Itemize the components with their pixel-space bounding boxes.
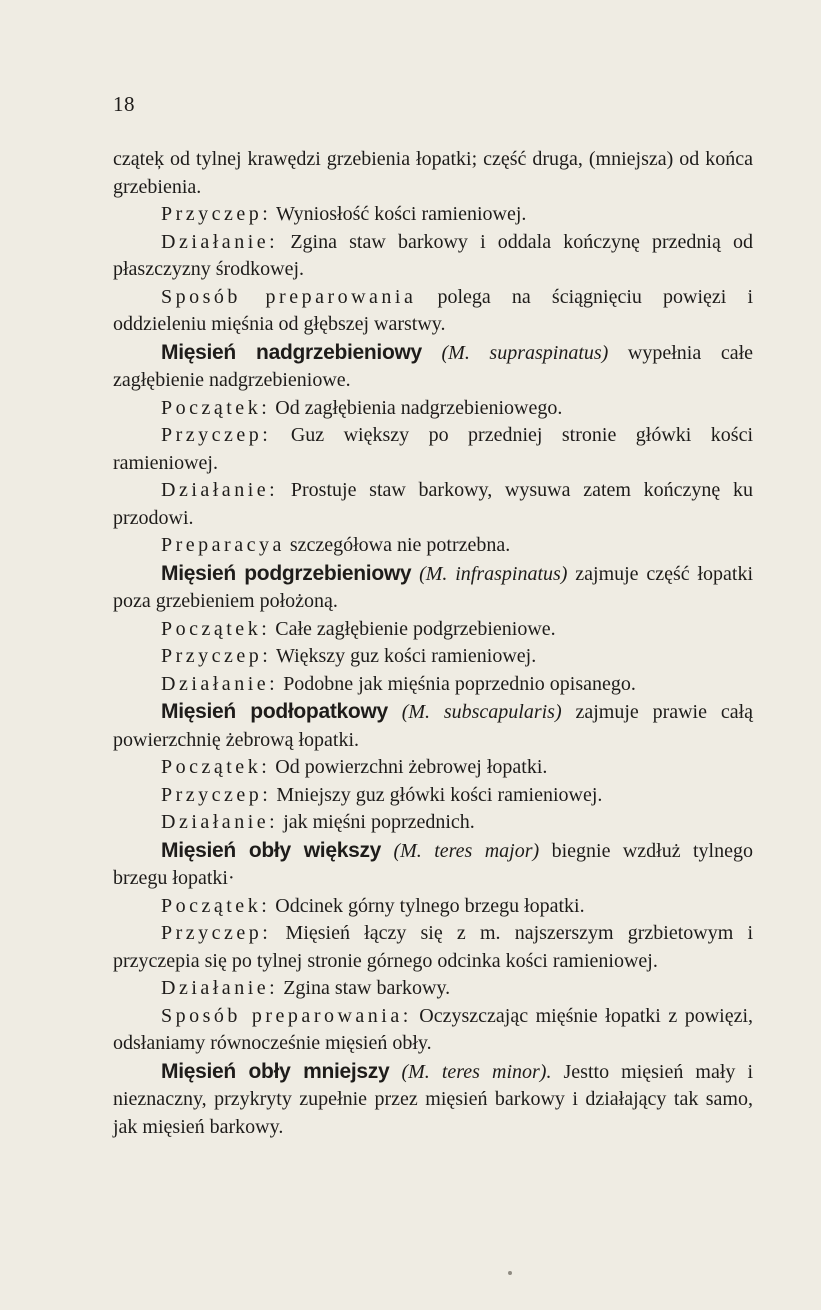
- page-number: 18: [113, 92, 135, 116]
- text-run: Podobne jak mięśnia poprzednio opisanego.: [278, 672, 636, 695]
- paragraph: [113, 616, 753, 644]
- text-run: Od zagłębienia nadgrzebieniowego.: [270, 396, 563, 419]
- print-speck: [508, 1271, 512, 1275]
- text-run: [411, 563, 419, 585]
- latin-name: (M. supraspinatus): [441, 341, 609, 364]
- spaced-term: Przyczep:: [161, 645, 272, 667]
- muscle-heading: Mięsień obły większy: [161, 838, 382, 862]
- paragraph: [113, 532, 753, 560]
- spaced-term: Sposób preparowania: [161, 285, 417, 308]
- text-run: Guz większy po przedniej stronie główki kości ramieniowej.: [113, 424, 753, 474]
- paragraph: [113, 201, 753, 229]
- spaced-term: Działanie:: [161, 672, 279, 695]
- text-run: Zgina staw barkowy i oddala kończynę przednią od płaszczyzny środkowej.: [113, 230, 753, 280]
- spaced-term: Przyczep:: [161, 922, 272, 944]
- paragraph: [113, 782, 753, 810]
- spaced-term: Preparacya: [161, 534, 285, 556]
- latin-name: (M. subscapularis): [401, 701, 562, 723]
- text-run: polega na ściągnięciu powięzi i oddzieleniu mięśnia od głębszej warstwy.: [113, 285, 753, 335]
- spaced-term: Działanie:: [161, 230, 279, 253]
- spaced-term: Początek:: [161, 396, 271, 419]
- spaced-term: Działanie:: [161, 811, 279, 833]
- paragraph: [113, 920, 753, 975]
- text-run: Całe zagłębienie podgrzebieniowe.: [270, 617, 556, 640]
- spaced-term: Sposób preparowania:: [161, 1004, 412, 1027]
- text-run: Wyniosłość kości ramieniowej.: [271, 203, 527, 225]
- paragraph: [113, 809, 753, 837]
- paragraph: [113, 643, 753, 671]
- text-run: [389, 1061, 401, 1083]
- paragraph: [113, 975, 753, 1003]
- text-run: Odcinek górny tylnego brzegu łopatki.: [270, 894, 585, 917]
- text-run: Mniejszy guz główki kości ramieniowej.: [271, 783, 603, 806]
- paragraph: [113, 339, 753, 395]
- paragraph: [113, 837, 753, 893]
- text-run: Prostuje staw barkowy, wysuwa zatem kończynę ku przodowi.: [113, 479, 753, 529]
- paragraph: [113, 422, 753, 477]
- text-run: Mięsień łączy się z m. najszerszym grzbietowym i przyczepia się po tylnej stronie górnego odcinka kości ramieniowej.: [113, 922, 753, 972]
- paragraph: [113, 1058, 753, 1142]
- paragraph: [113, 893, 753, 921]
- paragraph: [113, 671, 753, 699]
- muscle-heading: Mięsień podłopatkowy: [161, 700, 388, 723]
- muscle-heading: Mięsień podgrzebieniowy: [161, 561, 412, 585]
- spaced-term: Działanie:: [161, 977, 279, 999]
- paragraph: [113, 477, 753, 532]
- text-run: Jestto mięsień mały i nieznaczny, przykryty zupełnie przez mięsień barkowy i działający tak samo, jak mięsień barkowy.: [113, 1060, 754, 1138]
- text-run: jak mięśni poprzednich.: [278, 811, 475, 833]
- text-run: cząteķ od tylnej krawędzi grzebienia łopatki; część druga, (mniejsza) od końca grzebienia.: [113, 148, 753, 198]
- text-run: [381, 840, 393, 862]
- text-run: zajmuje prawie całą powierzchnię żebrową łopatki.: [113, 701, 754, 751]
- spaced-term: Przyczep:: [161, 783, 272, 806]
- paragraph: [113, 229, 753, 284]
- muscle-heading: Mięsień obły mniejszy: [161, 1059, 390, 1083]
- text-run: Większy guz kości ramieniowej.: [271, 645, 537, 667]
- body-text: [113, 146, 753, 1141]
- text-run: Oczyszczając mięśnie łopatki z powięzi, odsłaniamy równocześnie mięsień obły.: [113, 1004, 753, 1054]
- text-run: wypełnia całe zagłębienie nadgrzebieniowe.: [113, 341, 754, 391]
- spaced-term: Początek:: [161, 617, 271, 640]
- paragraph: [113, 698, 753, 754]
- text-run: [422, 342, 442, 364]
- muscle-heading: Mięsień nadgrzebieniowy: [161, 340, 422, 364]
- text-run: szczegółowa nie potrzebna.: [284, 534, 511, 556]
- paragraph: [113, 146, 753, 201]
- latin-name: (M. teres minor).: [401, 1060, 552, 1083]
- latin-name: (M. infraspinatus): [419, 562, 568, 585]
- text-run: biegnie wzdłuż tylnego brzegu łopatki·: [113, 839, 753, 889]
- spaced-term: Początek:: [161, 756, 271, 778]
- spaced-term: Działanie:: [161, 479, 279, 501]
- spaced-term: Przyczep:: [161, 424, 272, 446]
- spaced-term: Przyczep:: [161, 203, 272, 225]
- spaced-term: Początek:: [161, 894, 271, 917]
- paragraph: [113, 395, 753, 423]
- paragraph: [113, 1003, 753, 1058]
- paragraph: [113, 560, 753, 616]
- text-run: Zgina staw barkowy.: [278, 977, 451, 999]
- text-run: Od powierzchni żebrowej łopatki.: [270, 756, 548, 778]
- paragraph: [113, 284, 753, 339]
- text-run: zajmuje część łopatki poza grzebieniem położoną.: [113, 562, 753, 612]
- latin-name: (M. teres major): [393, 839, 540, 862]
- text-run: [388, 701, 402, 723]
- paragraph: [113, 754, 753, 782]
